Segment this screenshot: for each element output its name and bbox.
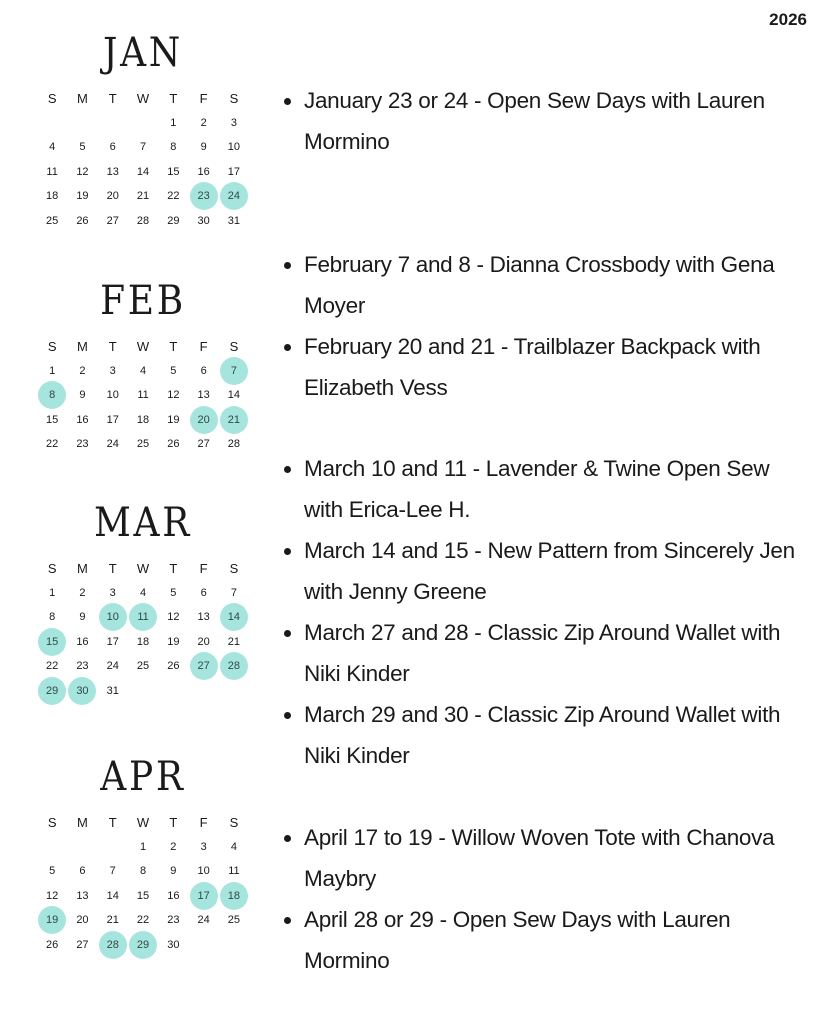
calendar-grid: [37, 86, 249, 233]
calendar-date: 5: [49, 865, 56, 878]
calendar-date: 23: [167, 914, 180, 927]
day-of-week-header: T: [169, 90, 178, 106]
highlighted-date: 18: [220, 882, 248, 910]
calendar-date: 21: [106, 914, 119, 927]
calendar-date: 9: [170, 865, 177, 878]
calendar-date: 2: [79, 586, 86, 599]
calendar-date: 22: [167, 190, 180, 203]
calendar-date: 8: [139, 865, 147, 878]
calendar-date: 20: [76, 914, 89, 927]
calendar-date: 26: [46, 938, 59, 951]
calendar-date: 6: [200, 364, 207, 377]
day-of-week-header: F: [199, 338, 208, 354]
calendar-date: 3: [109, 586, 116, 599]
calendar-date: 1: [170, 116, 177, 129]
calendar-date: 28: [227, 438, 241, 451]
highlighted-date: 8: [38, 381, 66, 409]
event-item: March 27 and 28 - Classic Zip Around Wallet with Niki Kinder: [284, 612, 804, 694]
calendar-date: 21: [227, 635, 241, 648]
calendar-date: 2: [170, 840, 177, 853]
empty-date-cell: [159, 677, 187, 705]
calendar-date: 12: [76, 165, 89, 178]
calendar-date: 19: [76, 190, 89, 203]
calendar-date: 10: [197, 865, 210, 878]
calendar-date: 4: [230, 840, 237, 853]
calendar-date: 16: [167, 889, 180, 902]
calendar-date: 15: [46, 413, 59, 426]
calendar-date: 18: [136, 413, 150, 426]
day-of-week-header: M: [77, 90, 88, 106]
calendar-grid: [37, 810, 249, 957]
calendar-feb: [37, 278, 249, 457]
empty-date-cell: [220, 931, 248, 959]
highlighted-date: 27: [190, 652, 218, 680]
highlighted-date: 10: [99, 603, 127, 631]
calendar-date: 19: [167, 413, 180, 426]
highlighted-date: 7: [220, 357, 248, 385]
calendar-date: 22: [46, 660, 59, 673]
calendar-date: 6: [200, 586, 207, 599]
calendar-date: 5: [170, 586, 177, 599]
highlighted-date: 20: [190, 406, 218, 434]
calendar-date: 14: [136, 165, 150, 178]
calendar-date: 13: [76, 889, 89, 902]
calendar-date: 1: [139, 840, 147, 853]
month-title: MAR: [93, 500, 193, 546]
calendar-apr: [37, 754, 249, 957]
calendar-date: 2: [200, 116, 207, 129]
calendar-date: 21: [136, 190, 150, 203]
day-of-week-header: T: [169, 814, 178, 830]
day-of-week-header: S: [229, 338, 239, 354]
calendar-date: 26: [76, 214, 89, 227]
day-of-week-header: T: [108, 814, 117, 830]
event-item: April 28 or 29 - Open Sew Days with Lauren Mormino: [284, 899, 804, 981]
day-of-week-header: M: [77, 560, 88, 576]
calendar-date: 3: [109, 364, 116, 377]
event-item: April 17 to 19 - Willow Woven Tote with Chanova Maybry: [284, 817, 804, 899]
calendar-date: 14: [227, 389, 241, 402]
highlighted-date: 30: [68, 677, 96, 705]
event-list-apr: [284, 817, 804, 981]
calendar-date: 16: [76, 635, 89, 648]
highlighted-date: 11: [129, 603, 157, 631]
highlighted-date: 23: [190, 182, 218, 210]
event-list-feb: [284, 244, 804, 408]
day-of-week-header: S: [229, 814, 239, 830]
day-of-week-header: W: [136, 814, 150, 830]
calendar-date: 23: [76, 438, 89, 451]
calendar-date: 3: [230, 116, 237, 129]
calendar-date: 14: [106, 889, 119, 902]
day-of-week-header: W: [136, 90, 150, 106]
calendar-date: 6: [79, 865, 86, 878]
calendar-date: 5: [79, 141, 86, 154]
event-item: February 20 and 21 - Trailblazer Backpack with Elizabeth Vess: [284, 326, 804, 408]
day-of-week-header: F: [199, 814, 208, 830]
calendar-date: 11: [137, 389, 149, 402]
calendar-date: 17: [227, 165, 241, 178]
calendar-date: 15: [136, 889, 150, 902]
day-of-week-header: F: [199, 90, 208, 106]
empty-date-cell: [190, 677, 218, 705]
calendar-date: 24: [106, 660, 119, 673]
event-item: January 23 or 24 - Open Sew Days with Lauren Mormino: [284, 80, 804, 162]
year-label: 2026: [769, 10, 807, 29]
event-item: March 14 and 15 - New Pattern from Sincerely Jen with Jenny Greene: [284, 530, 804, 612]
calendar-date: 6: [109, 141, 116, 154]
calendar-date: 1: [49, 364, 56, 377]
calendar-date: 16: [76, 413, 89, 426]
calendar-date: 10: [106, 389, 119, 402]
calendar-date: 27: [76, 938, 89, 951]
calendar-date: 20: [197, 635, 210, 648]
calendar-date: 3: [200, 840, 207, 853]
calendar-mar: [37, 500, 249, 703]
month-title: APR: [100, 754, 186, 800]
day-of-week-header: F: [199, 560, 208, 576]
calendar-date: 12: [167, 611, 180, 624]
month-title: JAN: [102, 30, 184, 76]
calendar-date: 18: [46, 190, 59, 203]
calendar-date: 4: [139, 586, 147, 599]
day-of-week-header: T: [108, 560, 117, 576]
day-of-week-header: M: [77, 814, 88, 830]
calendar-date: 25: [136, 438, 150, 451]
day-of-week-header: M: [77, 338, 88, 354]
day-of-week-header: T: [169, 338, 178, 354]
day-of-week-header: T: [169, 560, 178, 576]
calendar-date: 9: [200, 141, 207, 154]
calendar-date: 31: [227, 214, 241, 227]
calendar-date: 11: [46, 165, 58, 178]
highlighted-date: 29: [129, 931, 157, 959]
calendar-date: 25: [46, 214, 59, 227]
calendar-date: 30: [197, 214, 210, 227]
highlighted-date: 28: [99, 931, 127, 959]
day-of-week-header: S: [47, 814, 57, 830]
empty-date-cell: [220, 677, 248, 705]
highlighted-date: 29: [38, 677, 66, 705]
day-of-week-header: S: [47, 560, 57, 576]
calendar-date: 29: [167, 214, 180, 227]
calendar-date: 25: [136, 660, 150, 673]
calendar-date: 28: [136, 214, 150, 227]
calendar-date: 27: [197, 438, 210, 451]
highlighted-date: 17: [190, 882, 218, 910]
calendar-date: 31: [106, 684, 119, 697]
calendar-date: 8: [49, 611, 56, 624]
calendar-date: 26: [167, 660, 180, 673]
empty-date-cell: [190, 931, 218, 959]
calendar-date: 18: [136, 635, 150, 648]
calendar-date: 22: [46, 438, 59, 451]
day-of-week-header: S: [229, 90, 239, 106]
day-of-week-header: S: [47, 338, 57, 354]
calendar-date: 26: [167, 438, 180, 451]
event-item: March 29 and 30 - Classic Zip Around Wallet with Niki Kinder: [284, 694, 804, 776]
calendar-date: 7: [109, 865, 116, 878]
calendar-date: 20: [106, 190, 119, 203]
calendar-grid: [37, 334, 249, 457]
day-of-week-header: W: [136, 338, 150, 354]
highlighted-date: 19: [38, 906, 66, 934]
calendar-date: 17: [106, 635, 119, 648]
highlighted-date: 28: [220, 652, 248, 680]
empty-date-cell: [129, 677, 157, 705]
calendar-date: 13: [197, 389, 210, 402]
event-list-jan: [284, 80, 804, 162]
calendar-date: 5: [170, 364, 177, 377]
calendar-date: 16: [197, 165, 210, 178]
calendar-date: 30: [167, 938, 180, 951]
calendar-date: 13: [197, 611, 210, 624]
calendar-date: 17: [106, 413, 119, 426]
calendar-date: 9: [79, 389, 86, 402]
calendar-date: 24: [197, 914, 210, 927]
calendar-date: 25: [227, 914, 241, 927]
calendar-jan: [37, 30, 249, 233]
calendar-date: 10: [227, 141, 241, 154]
highlighted-date: 24: [220, 182, 248, 210]
calendar-date: 7: [139, 141, 147, 154]
calendar-date: 11: [228, 865, 240, 878]
calendar-date: 12: [46, 889, 59, 902]
calendar-date: 12: [167, 389, 180, 402]
calendar-date: 2: [79, 364, 86, 377]
calendar-date: 27: [106, 214, 119, 227]
calendar-date: 4: [49, 141, 56, 154]
calendar-date: 19: [167, 635, 180, 648]
calendar-date: 7: [230, 586, 237, 599]
highlighted-date: 15: [38, 628, 66, 656]
calendar-date: 23: [76, 660, 89, 673]
calendar-date: 1: [49, 586, 56, 599]
highlighted-date: 21: [220, 406, 248, 434]
day-of-week-header: T: [108, 90, 117, 106]
calendar-date: 22: [136, 914, 150, 927]
event-item: March 10 and 11 - Lavender & Twine Open Sew with Erica-Lee H.: [284, 448, 804, 530]
day-of-week-header: T: [108, 338, 117, 354]
event-item: February 7 and 8 - Dianna Crossbody with Gena Moyer: [284, 244, 804, 326]
calendar-date: 13: [106, 165, 119, 178]
event-list-mar: [284, 448, 804, 776]
calendar-date: 9: [79, 611, 86, 624]
highlighted-date: 14: [220, 603, 248, 631]
month-title: FEB: [100, 278, 186, 324]
day-of-week-header: S: [229, 560, 239, 576]
calendar-date: 15: [167, 165, 180, 178]
calendar-date: 8: [170, 141, 177, 154]
day-of-week-header: S: [47, 90, 57, 106]
calendar-grid: [37, 556, 249, 703]
day-of-week-header: W: [136, 560, 150, 576]
calendar-date: 24: [106, 438, 119, 451]
calendar-date: 4: [139, 364, 147, 377]
